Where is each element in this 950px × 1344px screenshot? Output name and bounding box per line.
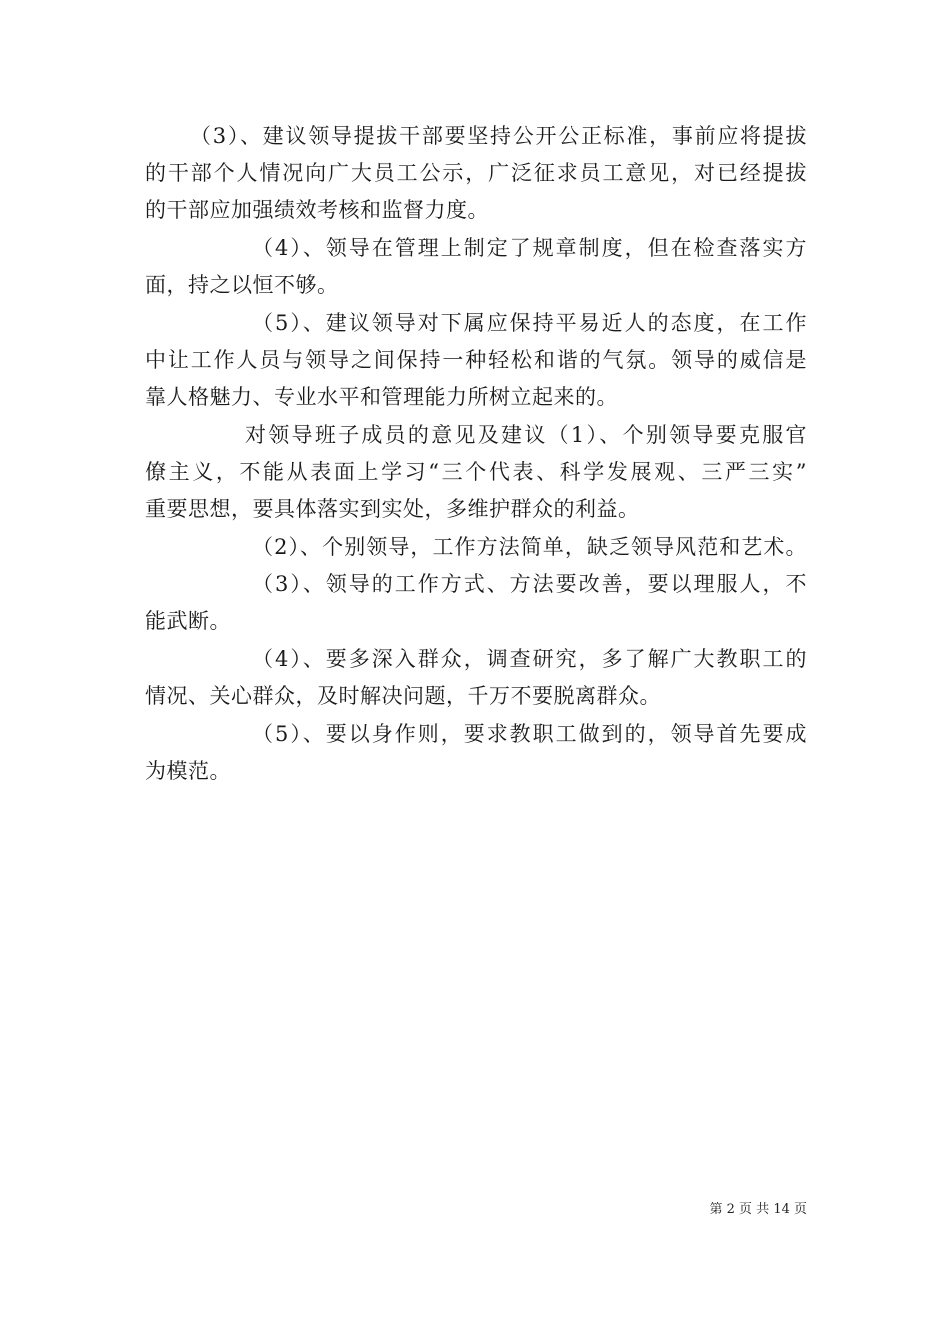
page-number: 第 2 页 共 14 页	[709, 1202, 807, 1217]
body-text-line: 僚主义，不能从表面上学习“三个代表、科学发展观、三严三实”	[145, 460, 807, 484]
body-text-line: 对领导班子成员的意见及建议（1）、个别领导要克服官	[245, 423, 807, 447]
body-text-line: （3）、建议领导提拔干部要坚持公开公正标准，事前应将提拔	[190, 124, 807, 148]
body-text-line: （5）、建议领导对下属应保持平易近人的态度，在工作	[252, 311, 807, 335]
body-text-line: （2）、个别领导，工作方法简单，缺乏领导风范和艺术。	[252, 535, 807, 559]
body-text-line: 重要思想，要具体落实到实处，多维护群众的利益。	[145, 497, 640, 521]
body-text-line: 靠人格魅力、专业水平和管理能力所树立起来的。	[145, 385, 618, 409]
body-text-line: 的干部应加强绩效考核和监督力度。	[145, 198, 489, 222]
body-text-line: （3）、领导的工作方式、方法要改善，要以理服人，不	[252, 572, 807, 596]
body-text-line: 中让工作人员与领导之间保持一种轻松和谐的气氛。领导的威信是	[145, 348, 807, 372]
body-text-line: 为模范。	[145, 759, 231, 783]
body-text-line: （5）、要以身作则，要求教职工做到的，领导首先要成	[252, 722, 807, 746]
body-text-line: （4）、领导在管理上制定了规章制度，但在检查落实方	[252, 236, 807, 260]
body-text-line: 的干部个人情况向广大员工公示，广泛征求员工意见，对已经提拔	[145, 161, 807, 185]
body-text-line: 面，持之以恒不够。	[145, 273, 339, 297]
body-text-line: 情况、关心群众，及时解决问题，千万不要脱离群众。	[145, 684, 661, 708]
body-text-line: 能武断。	[145, 609, 231, 633]
body-text-line: （4）、要多深入群众，调查研究，多了解广大教职工的	[252, 647, 807, 671]
